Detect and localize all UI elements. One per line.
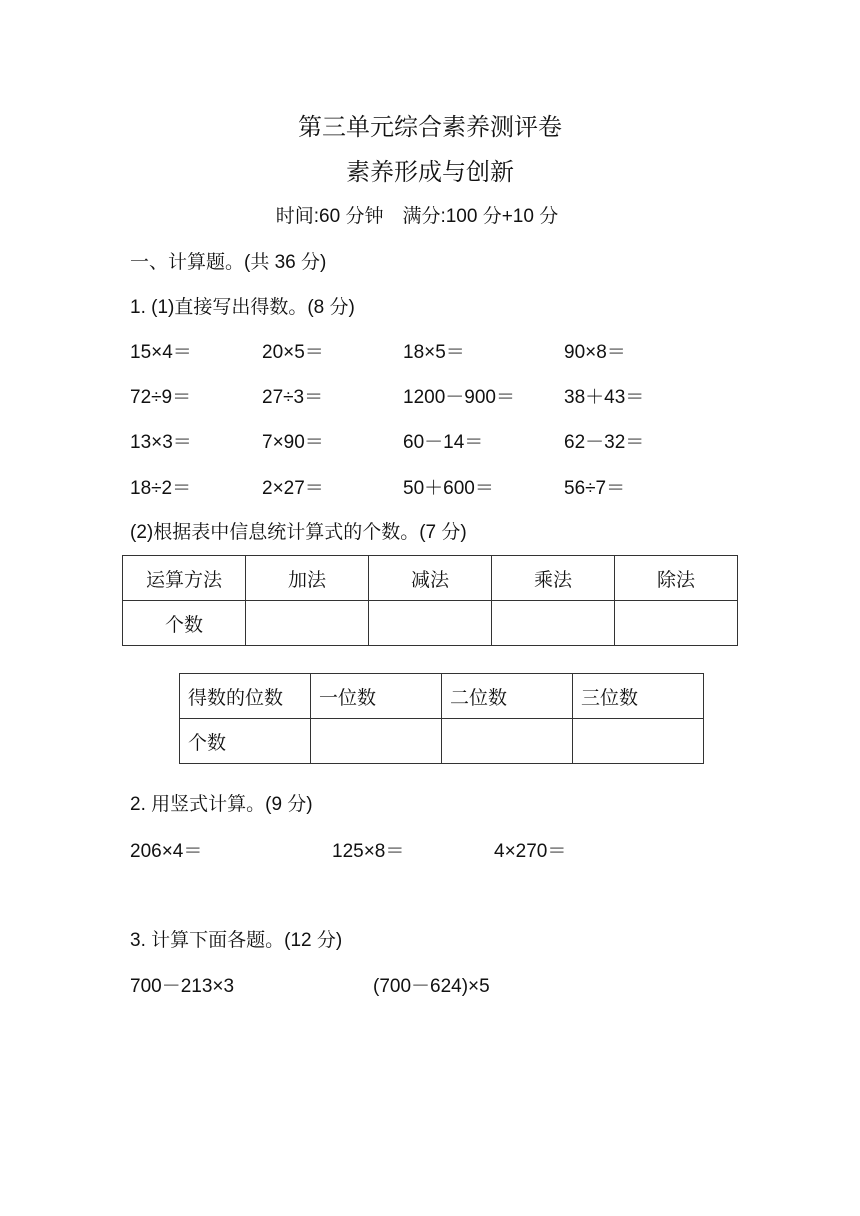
table-row-label: 个数 — [123, 601, 246, 646]
q2-item: 4×270＝ — [494, 841, 567, 862]
question-3-label: 3. 计算下面各题。(12 分) — [130, 930, 343, 951]
exam-title: 第三单元综合素养测评卷 — [298, 113, 562, 141]
table-row — [123, 556, 738, 601]
q1a-item: 60－14＝ — [403, 432, 484, 453]
table-header-cell: 得数的位数 — [180, 674, 311, 719]
question-1b-label: (2)根据表中信息统计算式的个数。(7 分) — [130, 522, 467, 543]
q1a-item: 7×90＝ — [262, 432, 324, 453]
q1a-item: 2×27＝ — [262, 478, 324, 499]
q3-item: (700－624)×5 — [373, 976, 490, 997]
q3-item: 700－213×3 — [130, 976, 235, 997]
table-header-cell: 一位数 — [311, 674, 442, 719]
q1a-item: 13×3＝ — [130, 432, 192, 453]
table-header-cell: 减法 — [369, 556, 492, 601]
digit-count-table — [179, 673, 704, 764]
answer-cell[interactable] — [573, 719, 704, 764]
q1a-item: 72÷9＝ — [130, 387, 192, 408]
q1a-item: 90×8＝ — [564, 342, 626, 363]
table-row-label: 个数 — [180, 719, 311, 764]
q2-item: 206×4＝ — [130, 841, 203, 862]
exam-meta: 时间:60 分钟 满分:100 分+10 分 — [275, 206, 559, 227]
table-row — [180, 719, 704, 764]
table-row — [180, 674, 704, 719]
q1a-item: 1200－900＝ — [403, 387, 515, 408]
q1a-item: 18×5＝ — [403, 342, 465, 363]
q1a-item: 20×5＝ — [262, 342, 324, 363]
table-header-cell: 运算方法 — [123, 556, 246, 601]
question-2-label: 2. 用竖式计算。(9 分) — [130, 794, 313, 815]
answer-cell[interactable] — [615, 601, 738, 646]
answer-cell[interactable] — [442, 719, 573, 764]
q1a-item: 18÷2＝ — [130, 478, 192, 499]
table-header-cell: 二位数 — [442, 674, 573, 719]
q1a-item: 27÷3＝ — [262, 387, 324, 408]
question-1a-label: 1. (1)直接写出得数。(8 分) — [130, 297, 355, 318]
q1a-item: 38＋43＝ — [564, 387, 645, 408]
q1a-item: 56÷7＝ — [564, 478, 626, 499]
table-header-cell: 加法 — [246, 556, 369, 601]
q2-item: 125×8＝ — [332, 841, 405, 862]
table-row — [123, 601, 738, 646]
table-header-cell: 除法 — [615, 556, 738, 601]
table-header-cell: 乘法 — [492, 556, 615, 601]
operation-count-table — [122, 555, 738, 646]
q1a-item: 50＋600＝ — [403, 478, 494, 499]
q1a-item: 62－32＝ — [564, 432, 645, 453]
table-header-cell: 三位数 — [573, 674, 704, 719]
section-heading: 一、计算题。(共 36 分) — [130, 252, 327, 273]
exam-subtitle: 素养形成与创新 — [346, 158, 514, 186]
q1a-item: 15×4＝ — [130, 342, 192, 363]
answer-cell[interactable] — [492, 601, 615, 646]
answer-cell[interactable] — [369, 601, 492, 646]
answer-cell[interactable] — [246, 601, 369, 646]
answer-cell[interactable] — [311, 719, 442, 764]
